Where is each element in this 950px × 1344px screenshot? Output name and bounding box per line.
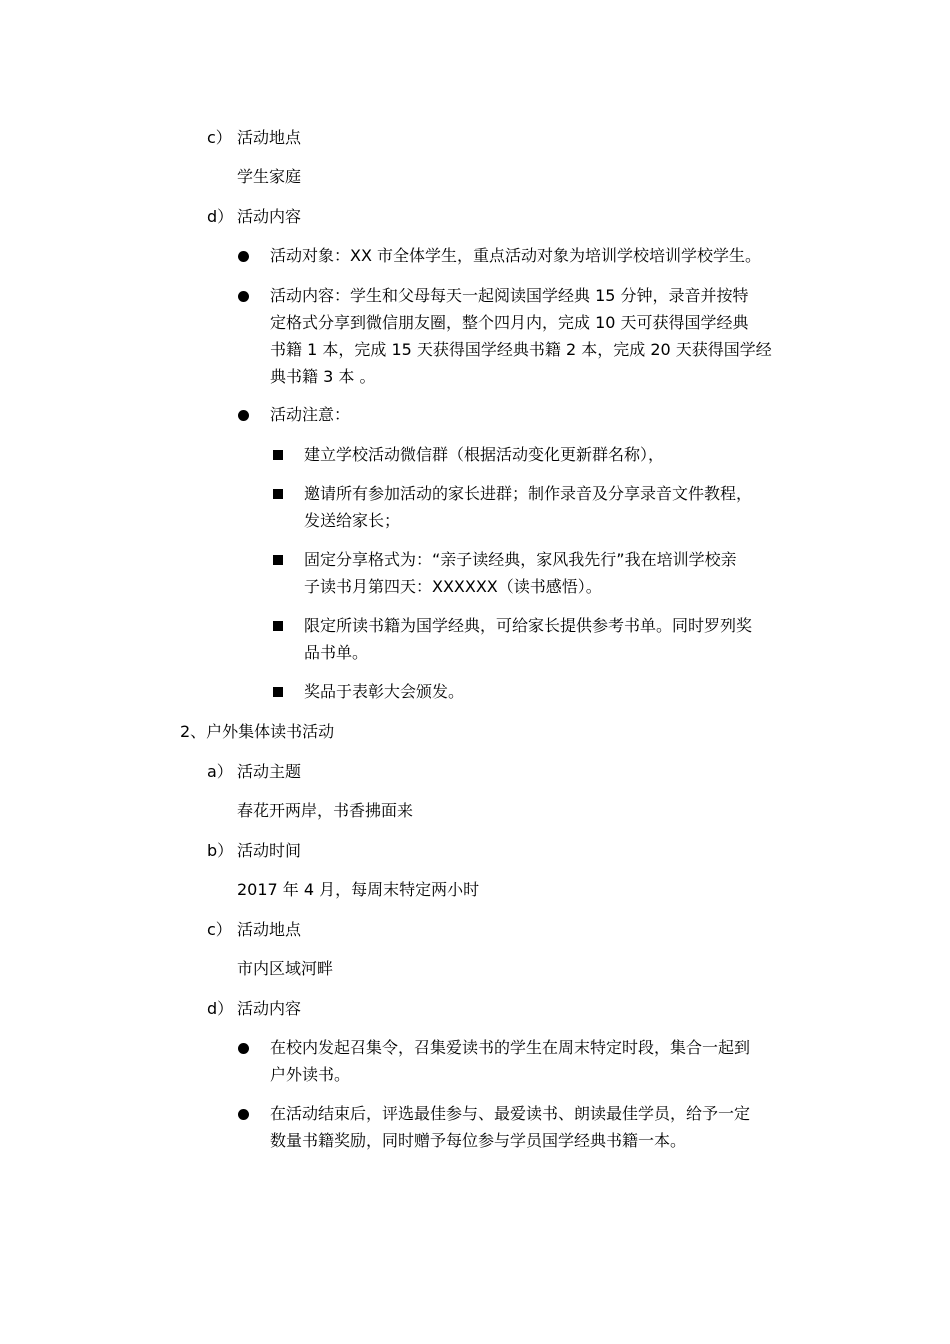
- bullet-text-cont: 户外读书。: [270, 1065, 351, 1084]
- square-bullet-icon: [273, 489, 283, 499]
- sub-item-text-cont: 子读书月第四天：XXXXXX（读书感悟）。: [304, 577, 602, 596]
- bullet-text-cont: 典书籍 3 本 。: [270, 367, 376, 386]
- item-value-location: 学生家庭: [237, 167, 302, 186]
- bullet-icon: [238, 410, 249, 421]
- item-label-b: b）: [207, 841, 234, 860]
- sub-item-text: 奖品于表彰大会颁发。: [304, 682, 465, 701]
- bullet-icon: [238, 1043, 249, 1054]
- item-label-a: a）: [207, 762, 233, 781]
- item-title-content: 活动内容: [237, 999, 302, 1018]
- bullet-text-cont: 数量书籍奖励，同时赠予每位参与学员国学经典书籍一本。: [270, 1131, 687, 1150]
- sub-item-text: 固定分享格式为：“亲子读经典，家风我先行”我在培训学校亲: [304, 550, 737, 569]
- bullet-text: 在校内发起召集令，召集爱读书的学生在周末特定时段，集合一起到: [270, 1038, 751, 1057]
- item-value-theme: 春花开两岸，书香拂面来: [237, 801, 414, 820]
- section-heading: 2、户外集体读书活动: [180, 722, 335, 741]
- item-title-location: 活动地点: [237, 920, 302, 939]
- bullet-text-cont: 书籍 1 本，完成 15 天获得国学经典书籍 2 本，完成 20 天获得国学经: [270, 340, 772, 359]
- square-bullet-icon: [273, 621, 283, 631]
- item-value-time: 2017 年 4 月，每周末特定两小时: [237, 880, 480, 899]
- bullet-text-cont: 定格式分享到微信朋友圈，整个四月内，完成 10 天可获得国学经典: [270, 313, 749, 332]
- bullet-icon: [238, 291, 249, 302]
- item-title-time: 活动时间: [237, 841, 302, 860]
- item-label-c: c）: [207, 128, 232, 147]
- square-bullet-icon: [273, 450, 283, 460]
- item-label-d: d）: [207, 207, 234, 226]
- item-title-theme: 活动主题: [237, 762, 302, 781]
- square-bullet-icon: [273, 687, 283, 697]
- sub-item-text: 限定所读书籍为国学经典，可给家长提供参考书单。同时罗列奖: [304, 616, 753, 635]
- item-label-d: d）: [207, 999, 234, 1018]
- item-title-content: 活动内容: [237, 207, 302, 226]
- item-label-c: c）: [207, 920, 232, 939]
- item-title-location: 活动地点: [237, 128, 302, 147]
- bullet-text: 活动注意：: [270, 405, 351, 424]
- bullet-icon: [238, 1109, 249, 1120]
- bullet-text: 活动内容：学生和父母每天一起阅读国学经典 15 分钟，录音并按特: [270, 286, 749, 305]
- sub-item-text-cont: 品书单。: [304, 643, 369, 662]
- square-bullet-icon: [273, 555, 283, 565]
- bullet-text: 在活动结束后，评选最佳参与、最爱读书、朗读最佳学员，给予一定: [270, 1104, 751, 1123]
- item-value-location: 市内区域河畔: [237, 959, 334, 978]
- sub-item-text-cont: 发送给家长；: [304, 511, 401, 530]
- sub-item-text: 邀请所有参加活动的家长进群；制作录音及分享录音文件教程，: [304, 484, 753, 503]
- sub-item-text: 建立学校活动微信群（根据活动变化更新群名称），: [304, 445, 665, 464]
- bullet-icon: [238, 251, 249, 262]
- bullet-text: 活动对象：XX 市全体学生，重点活动对象为培训学校培训学校学生。: [270, 246, 762, 265]
